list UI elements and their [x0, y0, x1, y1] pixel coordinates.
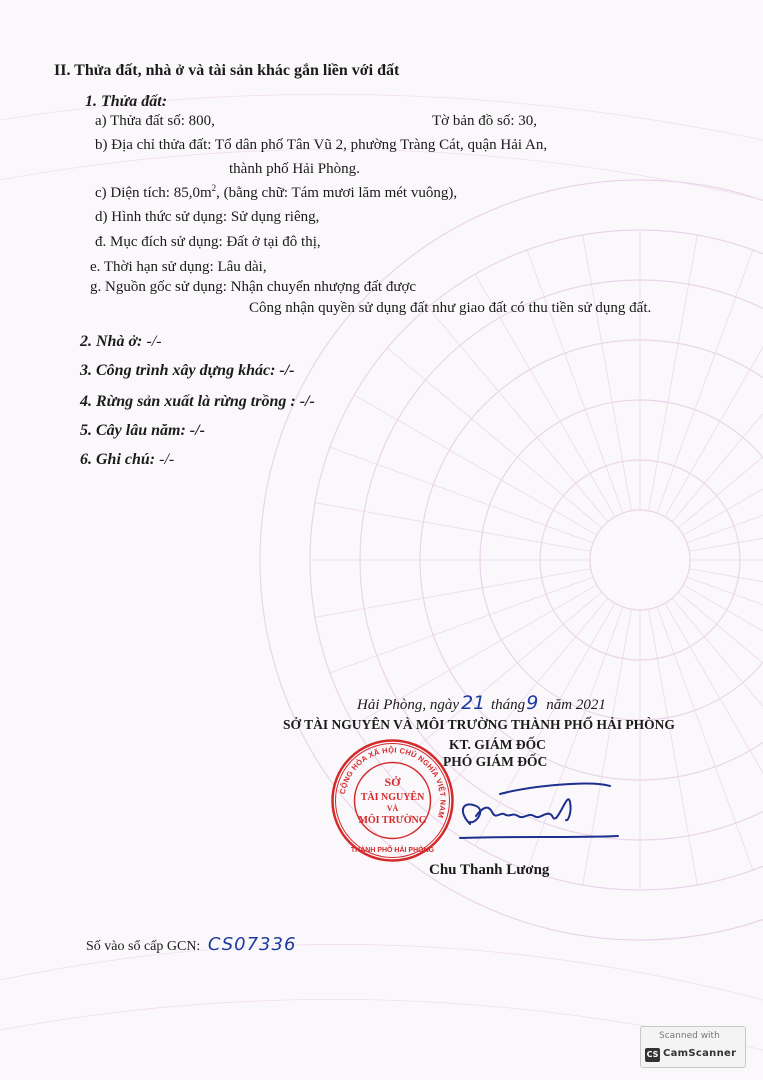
item-forest-label: 4. Rừng sản xuất là rừng trồng : — [80, 393, 296, 410]
parcel-area — [95, 183, 457, 202]
scanner-caption: Scanned with — [659, 1031, 720, 1041]
parcel-address: b) Địa chỉ thửa đất: Tổ dân phố Tân Vũ 2, phường Tràng Cát, quận Hải An, — [95, 137, 548, 153]
usage-form: d) Hình thức sử dụng: Sử dụng riêng, — [95, 209, 320, 225]
map-sheet-number: Tờ bản đồ số: 30, — [432, 113, 538, 129]
registry-number-handwritten: CS07336 — [207, 934, 297, 955]
seal-center-line1: SỞ — [384, 775, 401, 789]
date-place: Hải Phòng, ngày — [357, 697, 460, 713]
signer-name: Chu Thanh Lương — [429, 862, 550, 878]
usage-purpose: đ. Mục đích sử dụng: Đất ở tại đô thị, — [95, 234, 321, 250]
seal-ring-text: CỘNG HÒA XÃ HỘI CHỦ NGHĨA VIỆT NAM — [337, 745, 448, 820]
seal-center-line3: VÀ — [386, 804, 399, 813]
usage-origin: g. Nguồn gốc sử dụng: Nhận chuyển nhượng đất được — [90, 279, 417, 295]
item-construction-label: 3. Công trình xây dựng khác: — [80, 362, 276, 379]
date-day-handwritten: 21 — [461, 692, 486, 714]
item-house-value: -/- — [146, 333, 162, 350]
agency-name: SỞ TÀI NGUYÊN VÀ MÔI TRƯỜNG THÀNH PHỐ HẢI PHÒNG — [283, 717, 675, 732]
official-seal — [330, 738, 455, 863]
item-notes — [80, 451, 174, 469]
item-forest — [80, 393, 315, 411]
signer-title: PHÓ GIÁM ĐỐC — [443, 754, 548, 769]
area-value: c) Diện tích: 85,0m — [95, 185, 212, 201]
parcel-heading: 1. Thửa đất: — [85, 93, 168, 110]
registry-line — [86, 934, 296, 955]
seal-center-line2: TÀI NGUYÊN — [360, 792, 425, 803]
usage-term: e. Thời hạn sử dụng: Lâu dài, — [90, 259, 267, 275]
item-perennial-value: -/- — [189, 422, 205, 439]
registry-label: Số vào sổ cấp GCN: — [86, 939, 201, 954]
parcel-address-city: thành phố Hải Phòng. — [229, 161, 360, 177]
date-month-handwritten: 9 — [526, 692, 539, 714]
scanner-app-name: CamScanner — [663, 1048, 737, 1059]
area-unit-sup: 2 — [211, 183, 217, 193]
area-in-words: , (bằng chữ: Tám mươi lăm mét vuông), — [216, 185, 458, 201]
date-month-label: tháng — [491, 697, 526, 713]
signing-authority: KT. GIÁM ĐỐC — [449, 737, 546, 752]
item-notes-value: -/- — [159, 451, 175, 468]
item-forest-value: -/- — [299, 393, 315, 410]
signature-image — [440, 772, 620, 852]
date-year: năm 2021 — [546, 697, 606, 713]
item-construction-value: -/- — [279, 362, 295, 379]
seal-bottom-text: THÀNH PHỐ HẢI PHÒNG — [350, 847, 435, 854]
item-other-construction — [80, 362, 295, 380]
item-perennial-label: 5. Cây lâu năm: — [80, 422, 186, 439]
seal-center-line4: MÔI TRƯỜNG — [358, 815, 427, 826]
scanner-watermark — [640, 1026, 746, 1068]
usage-origin-detail: Công nhận quyền sử dụng đất như giao đất có thu tiền sử dụng đất. — [249, 300, 652, 316]
item-house — [80, 333, 161, 351]
section-title: II. Thửa đất, nhà ở và tài sản khác gắn liền với đất — [54, 62, 400, 79]
issue-date — [357, 692, 606, 714]
item-house-label: 2. Nhà ở: — [80, 333, 143, 350]
item-perennial — [80, 422, 205, 440]
camscanner-logo-icon: CS — [645, 1048, 660, 1062]
item-notes-label: 6. Ghi chú: — [80, 451, 156, 468]
parcel-number: a) Thửa đất số: 800, — [95, 113, 215, 129]
